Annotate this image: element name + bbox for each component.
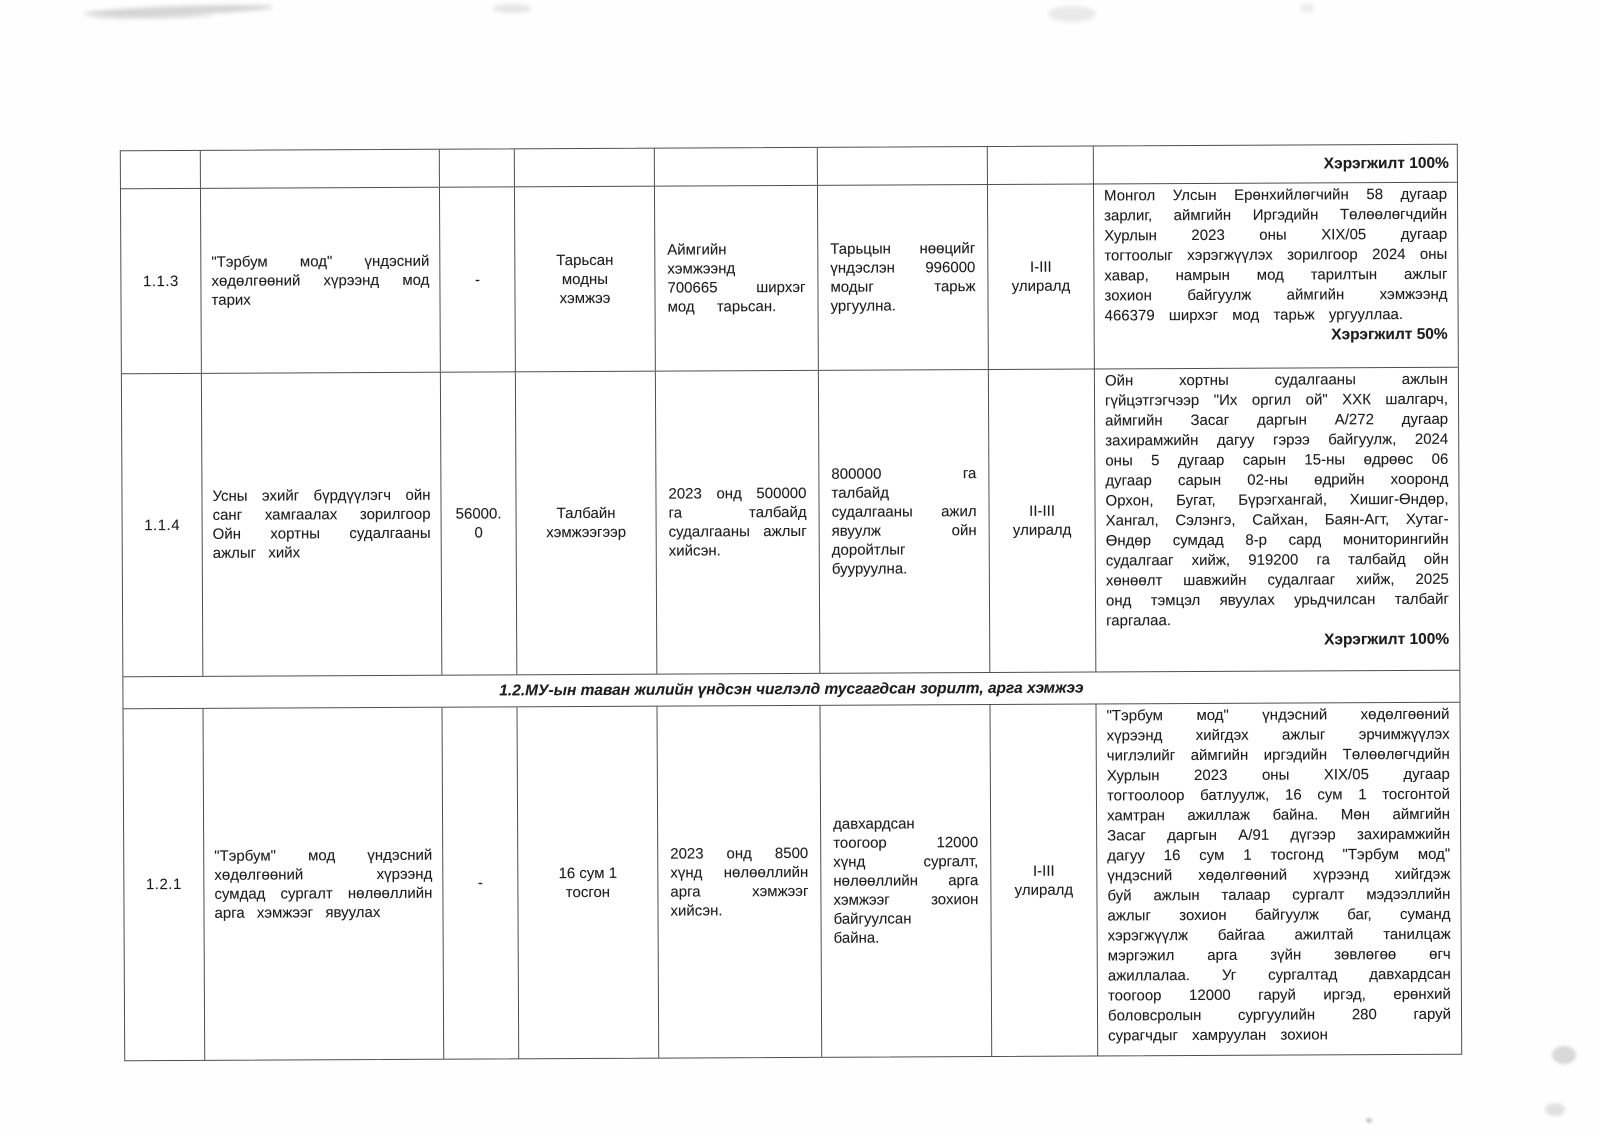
result-text: Монгол Улсын Ерөнхийлөгчийн 58 дугаар зарлиг, аймгийн Иргэдийн Төлөөлөгчдийн Хурлын 2023 оны XIX/05 дугаар тогтоолыг хэрэгжүүлэх зорилгоор 2024 оны хавар, намрын мод тарилтын ажлыг зохион байгуулж аймгийн хэмжээнд 466379 ширхэг мод тарьж ургууллаа. [1103, 185, 1448, 325]
row-number-cell [121, 151, 201, 188]
table-row [122, 368, 1459, 678]
timeframe-cell: II-III улиралд [989, 370, 1096, 673]
result-text: Ойн хортны судалгааны ажлын гүйцэтгэгчээр "Их оргил ой" ХХК шалгарч, аймгийн Засаг даргын А/272 дугаар захирамжийн дагуу гэрээ байгуулж, 2024 оны 5 дугаар сарын 15-ны өдрөөс 06 дугаар сарын 02-ны өдрийн хооронд Орхон, Бугат, Бүрэгхангай, Хишиг-Өндөр, Хангал, Сэлэнгэ, Сайхан, Баян-Агт, Хутаг-Өндөр сумдад 8-р сард мониторингийн судалгааг хийж, 919200 га талбайд ойн хөнөөлт шавжийн судалгааг хийж, 2025 онд тэмцэл явуулах урьдчилсан талбайг гаргалаа. [1104, 370, 1450, 630]
target-cell [818, 147, 988, 185]
objective-cell: "Тэрбум" мод үндэсний хөдөлгөөний хүрээнд сумдад сургалт нөлөөллийн арга хэмжээг явуулах [204, 708, 445, 1060]
result-cell [1094, 183, 1458, 369]
scan-smudge [1300, 4, 1314, 12]
indicator-cell: Тарьсан модны хэмжээ [515, 187, 656, 372]
indicator-cell: Талбайн хэмжээгээр [516, 372, 657, 675]
baseline-cell: 2023 онд 500000 га талбайд судалгааны ажлыг хийсэн. [656, 371, 820, 674]
baseline-cell [655, 148, 818, 186]
implementation-note: Хэрэгжилт 50% [1331, 325, 1448, 344]
table-row [124, 703, 1462, 1061]
objective-cell [201, 150, 440, 188]
section-header: 1.2.МУ-ын таван жилийн үндсэн чиглэлд тусгагдсан зорилт, арга хэмжээ [499, 679, 1084, 700]
scan-smudge [1048, 6, 1096, 22]
result-text: "Тэрбум мод" үндэсний хөдөлгөөний хүрээнд хийгдэх ажлыг эрчимжүүлэх чиглэлийг аймгийн иргэдийн Төлөөлөгчдийн Хурлын 2023 оны XIX/05 дугаар тогтоолоор батлуулж, 16 сум 1 тосгонтой хамтран ажиллаж байна. Мөн аймгийн Засаг даргын А/91 дүгээр захирамжийн дагуу 16 сум 1 тосгонд "Тэрбум мод" үндэсний хөдөлгөөний хүрээнд хийгдэж буй ажлын талаар сургалт мэдээллийн ажлыг зохион байгуулж баг, суманд хэрэгжүүлж байгаа ажилтай танилцаж мэргэжил арга зүйн зөвлөгөө өгч ажиллалаа. Уг сургалтад давхардсан тоогоор 12000 гаруй иргэд, ерөнхий боловсролын сургуулийн 280 гаруй сурагчдыг хамруулан зохион [1106, 705, 1452, 1045]
target-cell: 800000 га талбайд судалгааны ажил явуулж ойн доройтлыг бууруулна. [819, 370, 990, 673]
row-number-cell: 1.2.1 [124, 709, 206, 1060]
implementation-note: Хэрэгжилт 100% [1324, 630, 1450, 649]
budget-cell: 56000.0 [441, 372, 517, 674]
budget-cell: - [443, 707, 520, 1058]
row-number-cell: 1.1.3 [121, 189, 202, 373]
budget-cell [440, 149, 515, 186]
row-number-cell: 1.1.4 [122, 374, 203, 676]
table-row [121, 183, 1458, 375]
monitoring-table [120, 144, 1462, 1062]
baseline-cell: Аймгийн хэмжээнд 700665 ширхэг мод тарьсан. [655, 186, 819, 371]
baseline-cell: 2023 онд 8500 хүнд нөлөөллийн арга хэмжээг хийсэн. [658, 706, 823, 1058]
result-cell [1095, 368, 1459, 672]
scan-smudge [1366, 1118, 1372, 1123]
indicator-cell: 16 сум 1 тосгон [518, 707, 660, 1059]
implementation-note: Хэрэгжилт 100% [1323, 154, 1449, 173]
budget-cell: - [440, 187, 516, 371]
target-cell: Тарьцын нөөцийг үндэслэн 996000 модыг тарьж ургуулна. [818, 185, 989, 370]
indicator-cell [515, 149, 655, 187]
objective-cell: "Тэрбум мод" үндэсний хөдөлгөөний хүрээнд мод тарих [201, 188, 441, 373]
scan-smudge [1545, 1103, 1565, 1116]
timeframe-cell: I-III улиралд [991, 705, 1099, 1057]
scan-smudge [1552, 1046, 1576, 1064]
timeframe-cell [988, 147, 1094, 185]
result-cell [1097, 703, 1462, 1056]
scan-smudge [493, 4, 531, 13]
timeframe-cell: I-III улиралд [988, 185, 1095, 370]
target-cell: давхардсан тоогоор 12000 хүнд сургалт, нөлөөллийн арга хэмжээг зохион байгуулсан байна. [821, 705, 993, 1057]
table-row-partial [121, 145, 1457, 190]
objective-cell: Усны эхийг бүрдүүлэгч ойн санг хамгаалах зорилгоор Ойн хортны судалгааны ажлыг хийх [202, 373, 442, 676]
